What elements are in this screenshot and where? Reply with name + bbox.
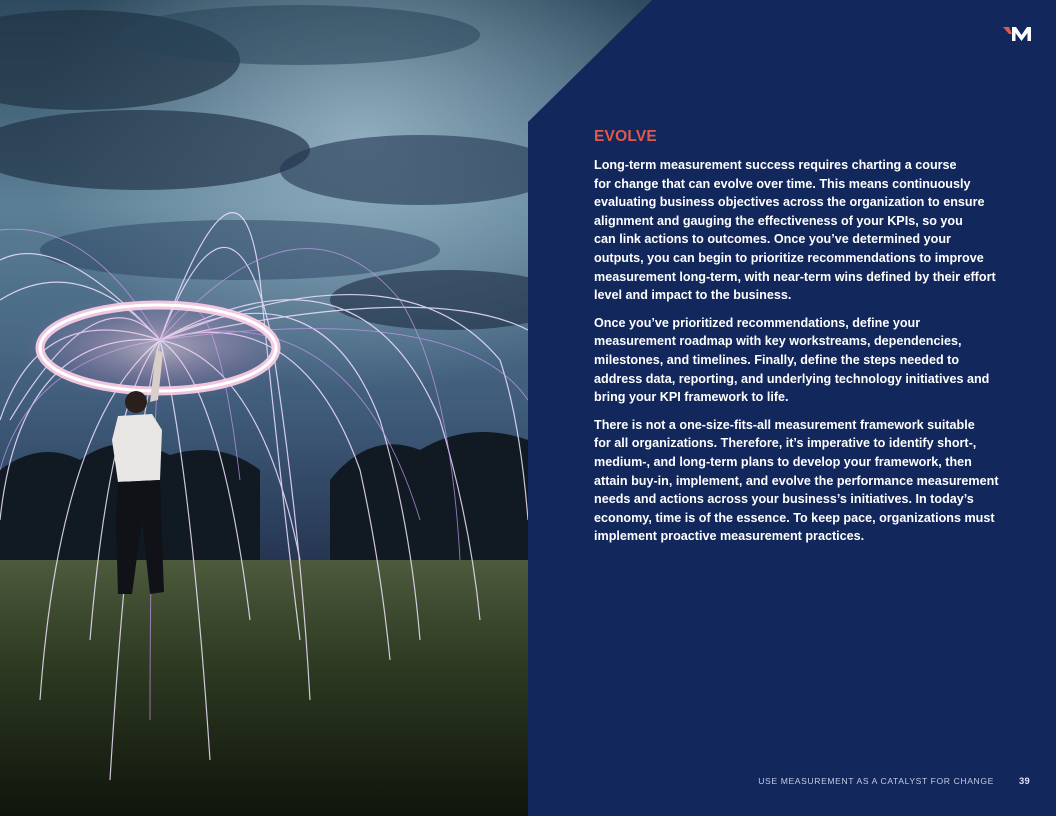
text-line: Long-term measurement success requires charting a course	[594, 158, 957, 172]
text-line: for all organizations. Therefore, it’s imperative to identify short-,	[594, 436, 977, 451]
section-content	[594, 128, 999, 555]
text-line: measurement roadmap with key workstreams, dependencies,	[594, 334, 962, 349]
text-line: needs and actions across your business’s initiatives. In today’s	[594, 492, 974, 507]
text-line: for change that can evolve over time. This means continuously	[594, 176, 971, 191]
text-line: outputs, you can begin to prioritize recommendations to improve	[594, 250, 984, 265]
text-line: Once you’ve prioritized recommendations, define your	[594, 315, 921, 330]
brand-logo-icon	[1003, 23, 1033, 45]
text-line: attain buy-in, implement, and evolve the performance measurement	[594, 473, 999, 488]
page-number: 39	[1018, 775, 1030, 786]
text-line: level and impact to the business.	[594, 288, 792, 303]
page-footer	[758, 775, 1030, 786]
text-line: economy, time is of the essence. To keep pace, organizations must	[594, 510, 995, 525]
text-line: bring your KPI framework to life.	[594, 390, 789, 405]
text-line: milestones, and timelines. Finally, define the steps needed to	[594, 352, 960, 367]
footer-title: USE MEASUREMENT AS A CATALYST FOR CHANGE	[758, 776, 994, 786]
text-line: can link actions to outcomes. Once you’ve determined your	[594, 232, 951, 247]
paragraph-3	[594, 416, 999, 546]
text-line: address data, reporting, and underlying technology initiatives and	[594, 371, 990, 386]
section-heading: EVOLVE	[594, 128, 657, 145]
paragraph-2	[594, 314, 994, 407]
text-line: measurement long-term, with near-term wins defined by their effort	[594, 269, 996, 284]
paragraph-1	[594, 156, 994, 305]
text-line: evaluating business objectives across the organization to ensure	[594, 195, 985, 210]
text-line: medium-, and long-term plans to develop your framework, then	[594, 454, 972, 469]
text-line: implement proactive measurement practices.	[594, 529, 865, 544]
text-line: There is not a one-size-fits-all measurement framework suitable	[594, 417, 975, 432]
text-line: alignment and gauging the effectiveness of your KPIs, so you	[594, 213, 963, 228]
